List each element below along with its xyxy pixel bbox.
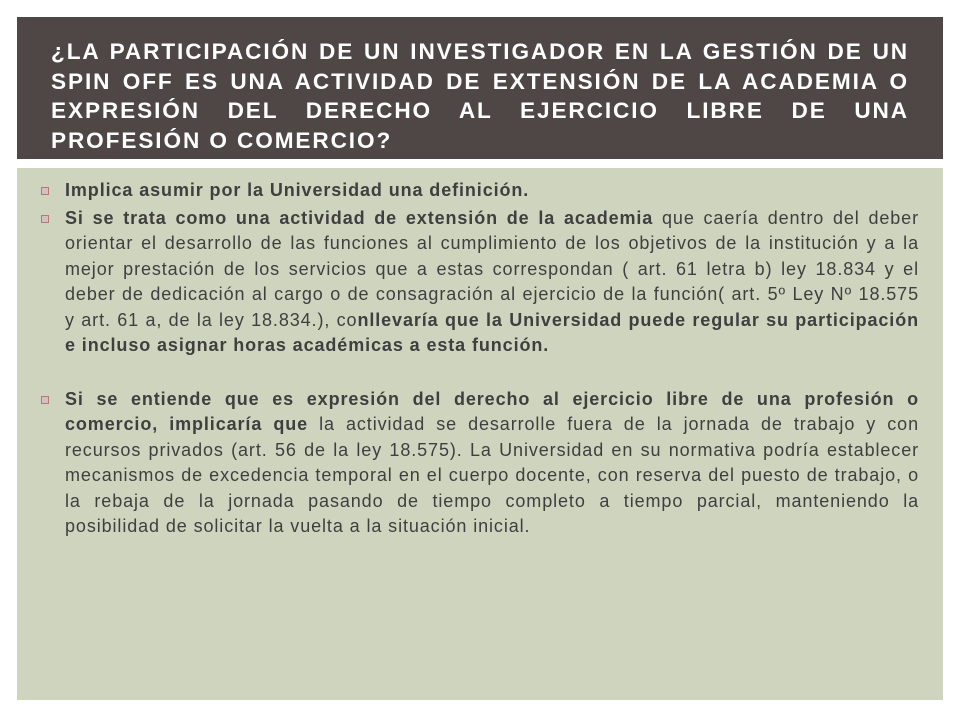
bullet-item-3 xyxy=(41,387,919,540)
bullet-2-lead: Si se trata como una actividad de extensión de la academia xyxy=(65,207,654,228)
square-bullet-icon xyxy=(41,396,49,404)
square-bullet-icon xyxy=(41,215,49,223)
square-bullet-icon xyxy=(41,187,49,195)
bullet-item-1 xyxy=(41,178,919,204)
bullet-2-tail: nllevaría que la Universidad puede regular su participación e incluso asignar horas académicas a esta función. xyxy=(65,309,920,355)
bullet-item-2 xyxy=(41,206,919,359)
slide-title: ¿LA PARTICIPACIÓN DE UN INVESTIGADOR EN LA GESTIÓN DE UN SPIN OFF ES UNA ACTIVIDAD DE EXTENSIÓN DE LA ACADEMIA O EXPRESIÓN DEL DERECHO AL EJERCICIO LIBRE DE UNA PROFESIÓN O COMERCIO? xyxy=(51,39,909,153)
bullet-3-lead: Si se entiende que es expresión del derecho al ejercicio libre de una profesión o comercio, implicaría que xyxy=(65,388,919,434)
bullet-list xyxy=(41,178,919,540)
bullet-3-rest: la actividad se desarrolle fuera de la jornada de trabajo y con recursos privados (art. 56 de la ley 18.575). La Universidad en su normativa podría establecer mecanismos de excedencia temporal en el cuerpo docente, con reserva del puesto de trabajo, o la rebaja de la jornada pasando de tiempo completo a tiempo parcial, manteniendo la posibilidad de solicitar la vuelta a la situación inicial. xyxy=(65,414,919,536)
title-bar xyxy=(17,17,943,159)
bullet-2-middle: que caería dentro del deber orientar el desarrollo de las funciones al cumplimiento de los objetivos de la institución y a la mejor prestación de los servicios que a estas correspondan ( art. 61 letra b) ley 18.834 y el deber de dedicación al cargo o de consagración al ejercicio de la función( art. 5º Ley Nº 18.575 y art. 61 a, de la ley 18.834.), co xyxy=(65,207,919,330)
content-panel xyxy=(17,168,943,700)
bullet-1-text: Implica asumir por la Universidad una definición. xyxy=(65,180,530,200)
